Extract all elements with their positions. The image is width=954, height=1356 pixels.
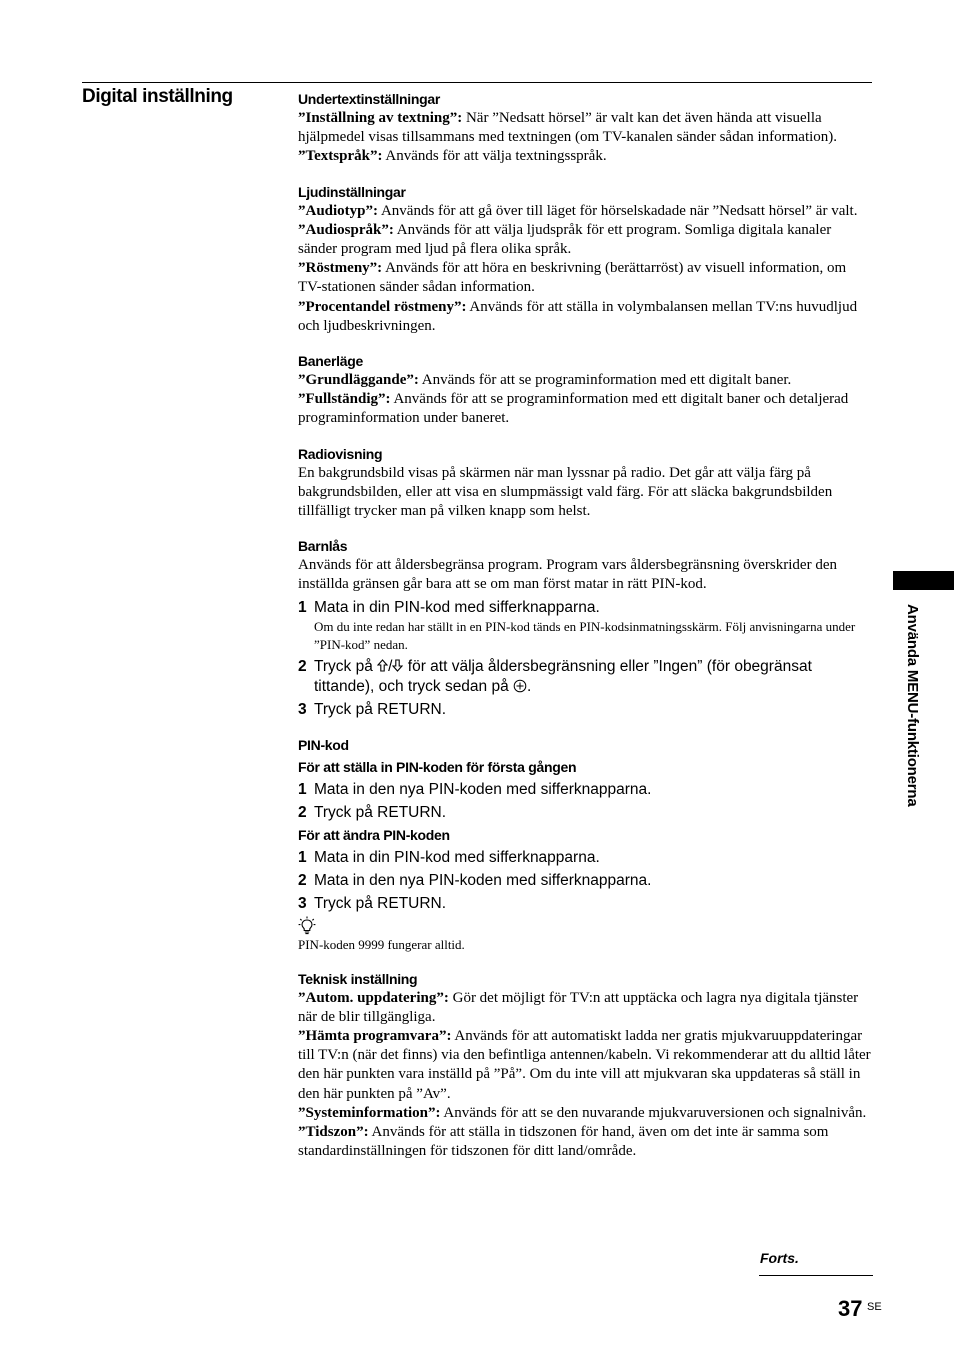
pin-change-step-2: 2 Mata in den nya PIN-koden med sifferknapparna. (298, 871, 652, 889)
radio-display-heading: Radiovisning (298, 445, 383, 462)
pin-change-step-1: 1 Mata in din PIN-kod med sifferknapparna. (298, 848, 600, 866)
content (298, 90, 872, 1161)
page-suffix: SE (867, 1301, 882, 1313)
voice-percentage-item: ”Procentandel röstmeny”: Används för att ställa in volymbalansen mellan TV:ns huvudljud och ljudbeskrivningen. (298, 298, 858, 334)
audio-settings-heading: Ljudinställningar (298, 183, 406, 200)
subtitle-setting-item: ”Inställning av textning”: När ”Nedsatt hörsel” är valt kan det även hända att visuella hjälpmedel visas tillsammans med textningen (om TV-kanalen sänder sådan information). (298, 110, 838, 146)
parental-note: Om du inte redan har ställt in en PIN-kod tänds en PIN-kodsinmatningsskärm. Följ anvisningarna under ”PIN-kod” nedan. (314, 618, 856, 652)
subtitle-settings-heading: Undertextinställningar (298, 91, 440, 107)
pin-first-step-2: 2 Tryck på RETURN. (298, 803, 447, 821)
top-rule (82, 82, 872, 83)
parental-step-3: 3 Tryck på RETURN. (298, 700, 447, 718)
parental-step-1: 1 Mata in din PIN-kod med sifferknapparna. (298, 598, 600, 616)
pin-change-step-3: 3 Tryck på RETURN. (298, 894, 447, 912)
continued-label: Forts. (760, 1250, 799, 1266)
tip-note: PIN-koden 9999 fungerar alltid. (298, 936, 465, 952)
pin-first-time-heading: För att ställa in PIN-koden för första gången (298, 758, 577, 775)
radio-display-text: En bakgrundsbild visas på skärmen när man lyssnar på radio. Det går att välja färg på bakgrundsbilden, eller att visa en slumpmässigt vald färg. För att släcka bakgrundsbilden tillfälligt trycker man på vilken knapp som helst. (298, 464, 833, 520)
side-tab-label: Använda MENU-funktionerna (904, 604, 921, 807)
banner-mode-heading: Banerläge (298, 353, 363, 370)
section-title: Digital inställning (82, 86, 233, 107)
banner-basic-item: ”Grundläggande”: Används för att se programinformation med ett digitalt baner. (298, 372, 792, 389)
parental-lock-heading: Barnlås (298, 538, 348, 555)
side-tab-marker (893, 571, 954, 590)
technical-settings-heading: Teknisk inställning (298, 970, 418, 987)
pin-change-heading: För att ändra PIN-koden (298, 826, 450, 843)
auto-update-item: ”Autom. uppdatering”: Gör det möjligt för TV:n att upptäcka och lagra nya digitala tjänster när de blir tillgängliga. (298, 989, 859, 1025)
pin-code-heading: PIN-kod (298, 736, 349, 753)
download-software-item: ”Hämta programvara”: Används för att automatiskt ladda ner gratis mjukvaruuppdateringar till TV:n (när det finns) via den befintliga antennen/kabeln. Vi rekommenderar att du alltid låter den här punkten vara inställd på ”På”. Om du inte vill att mjukvaran ska uppdateras så ställ in den här punkten på ”Av”. (298, 1028, 871, 1102)
voice-menu-item: ”Röstmeny”: Används för att höra en beskrivning (berättarröst) av visuell information, om TV-stationen sänder sådan information. (298, 260, 847, 296)
enter-button-icon (513, 679, 527, 693)
parental-lock-text: Används för att åldersbegränsa program. Program vars åldersbegränsning överskrider den inställda gränsen går bara att se om man först matar in rätt PIN-kod. (298, 557, 837, 593)
system-info-item: ”Systeminformation”: Används för att se den nuvarande mjukvaruversionen och signalnivån. (298, 1104, 867, 1121)
tip-lightbulb-icon (298, 916, 872, 936)
arrow-up-icon (377, 659, 388, 672)
parental-step-2: 2 Tryck på / för att välja åldersbegränsning eller ”Ingen” (för obegränsat tittande), och tryck sedan på . (298, 657, 812, 695)
banner-full-item: ”Fullständig”: Används för att se programinformation med ett digitalt baner och detaljerad programinformation under baneret. (298, 391, 849, 427)
arrow-down-icon (392, 659, 403, 672)
audio-type-item: ”Audiotyp”: Används för att gå över till läget för hörselskadade när ”Nedsatt hörsel” är valt. (298, 202, 858, 219)
subtitle-language-item: ”Textspråk”: Används för att välja textningsspråk. (298, 148, 607, 165)
timezone-item: ”Tidszon”: Används för att ställa in tidszonen för hand, även om det inte är samma som standardinställningen för tidszonen för ditt land/område. (298, 1124, 829, 1160)
pin-first-step-1: 1 Mata in den nya PIN-koden med sifferknapparna. (298, 780, 652, 798)
page-number: 37 (838, 1296, 863, 1321)
audio-language-item: ”Audiospråk”: Används för att välja ljudspråk för ett program. Somliga digitala kanaler sänder program med ljud på flera olika språk. (298, 221, 832, 258)
continued-rule (759, 1275, 873, 1276)
